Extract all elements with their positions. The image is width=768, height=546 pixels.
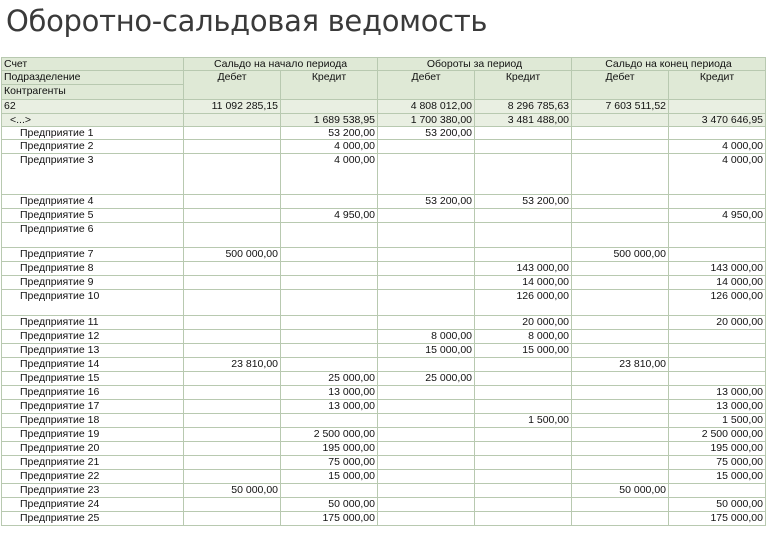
value-cell [669, 330, 766, 344]
value-cell [669, 127, 766, 140]
value-cell: 4 000,00 [281, 154, 378, 195]
header-saldo-start: Сальдо на начало периода [184, 58, 378, 71]
value-cell [378, 262, 475, 276]
value-cell [475, 358, 572, 372]
value-cell: 20 000,00 [669, 316, 766, 330]
value-cell [281, 344, 378, 358]
value-cell: 11 092 285,15 [184, 100, 281, 114]
value-cell: 4 000,00 [669, 154, 766, 195]
value-cell: 3 481 488,00 [475, 114, 572, 127]
value-cell [184, 316, 281, 330]
value-cell: 143 000,00 [669, 262, 766, 276]
counterparty-name: Предприятие 8 [2, 262, 184, 276]
value-cell [572, 290, 669, 316]
total-row [2, 100, 766, 114]
subtotal-row[interactable] [2, 114, 766, 127]
value-cell [281, 262, 378, 276]
value-cell: 175 000,00 [669, 512, 766, 526]
value-cell [669, 223, 766, 248]
value-cell: 4 950,00 [281, 209, 378, 223]
value-cell [184, 114, 281, 127]
value-cell [572, 262, 669, 276]
value-cell [281, 276, 378, 290]
value-cell: 7 603 511,52 [572, 100, 669, 114]
value-cell [475, 248, 572, 262]
value-cell [378, 456, 475, 470]
value-cell: 2 500 000,00 [281, 428, 378, 442]
table-row[interactable] [2, 262, 766, 276]
header-schet: Счет [2, 58, 184, 71]
counterparty-name: Предприятие 9 [2, 276, 184, 290]
value-cell: 1 689 538,95 [281, 114, 378, 127]
value-cell [572, 428, 669, 442]
value-cell [378, 484, 475, 498]
value-cell: 25 000,00 [281, 372, 378, 386]
value-cell [475, 456, 572, 470]
value-cell [572, 140, 669, 154]
value-cell [475, 512, 572, 526]
value-cell: 23 810,00 [572, 358, 669, 372]
value-cell [669, 100, 766, 114]
table-row[interactable] [2, 140, 766, 154]
counterparty-name: Предприятие 5 [2, 209, 184, 223]
header-oboroty: Обороты за период [378, 58, 572, 71]
value-cell: 1 500,00 [475, 414, 572, 428]
value-cell [572, 400, 669, 414]
report-table [1, 57, 766, 526]
value-cell [184, 154, 281, 195]
table-row[interactable] [2, 248, 766, 262]
value-cell: 8 000,00 [378, 330, 475, 344]
table-row[interactable] [2, 344, 766, 358]
value-cell: 15 000,00 [378, 344, 475, 358]
value-cell [184, 414, 281, 428]
value-cell [378, 386, 475, 400]
value-cell [378, 276, 475, 290]
value-cell [475, 372, 572, 386]
counterparty-name: Предприятие 16 [2, 386, 184, 400]
value-cell [572, 330, 669, 344]
value-cell [378, 498, 475, 512]
counterparty-name: Предприятие 6 [2, 223, 184, 248]
value-cell [572, 195, 669, 209]
account-cell: 62 [2, 100, 184, 114]
value-cell [184, 400, 281, 414]
table-row[interactable] [2, 127, 766, 140]
table-row[interactable] [2, 456, 766, 470]
value-cell [378, 223, 475, 248]
value-cell: 4 000,00 [281, 140, 378, 154]
value-cell [572, 456, 669, 470]
counterparty-name: Предприятие 25 [2, 512, 184, 526]
group-label: <...> [2, 114, 184, 127]
value-cell [184, 386, 281, 400]
value-cell [281, 290, 378, 316]
counterparty-name: Предприятие 23 [2, 484, 184, 498]
table-row[interactable] [2, 290, 766, 316]
value-cell [184, 498, 281, 512]
value-cell [184, 512, 281, 526]
table-row[interactable] [2, 512, 766, 526]
counterparty-name: Предприятие 14 [2, 358, 184, 372]
header-kredit-start: Кредит [281, 71, 378, 100]
header-podrazdelenie: Подразделение [2, 71, 184, 85]
table-row[interactable] [2, 428, 766, 442]
value-cell: 1 500,00 [669, 414, 766, 428]
value-cell [572, 223, 669, 248]
value-cell [281, 223, 378, 248]
value-cell [281, 330, 378, 344]
value-cell [572, 414, 669, 428]
value-cell [475, 127, 572, 140]
value-cell [669, 344, 766, 358]
header-kredit-end: Кредит [669, 71, 766, 100]
value-cell [184, 428, 281, 442]
value-cell: 20 000,00 [475, 316, 572, 330]
value-cell [184, 442, 281, 456]
value-cell [184, 127, 281, 140]
header-saldo-end: Сальдо на конец периода [572, 58, 766, 71]
counterparty-name: Предприятие 4 [2, 195, 184, 209]
value-cell [475, 223, 572, 248]
table-row[interactable] [2, 470, 766, 484]
value-cell [378, 414, 475, 428]
header-debet-end: Дебет [572, 71, 669, 100]
value-cell [669, 248, 766, 262]
counterparty-name: Предприятие 24 [2, 498, 184, 512]
table-row[interactable] [2, 195, 766, 209]
value-cell [669, 484, 766, 498]
value-cell: 14 000,00 [669, 276, 766, 290]
value-cell: 13 000,00 [281, 400, 378, 414]
counterparty-name: Предприятие 17 [2, 400, 184, 414]
value-cell: 13 000,00 [669, 386, 766, 400]
value-cell [281, 484, 378, 498]
value-cell [572, 154, 669, 195]
value-cell: 53 200,00 [378, 127, 475, 140]
value-cell: 53 200,00 [378, 195, 475, 209]
value-cell [281, 316, 378, 330]
value-cell [475, 209, 572, 223]
value-cell: 8 296 785,63 [475, 100, 572, 114]
counterparty-name: Предприятие 19 [2, 428, 184, 442]
value-cell: 500 000,00 [184, 248, 281, 262]
counterparty-name: Предприятие 21 [2, 456, 184, 470]
value-cell [378, 209, 475, 223]
value-cell [572, 276, 669, 290]
value-cell: 13 000,00 [281, 386, 378, 400]
value-cell [184, 372, 281, 386]
header-debet-turnover: Дебет [378, 71, 475, 100]
table-row[interactable] [2, 330, 766, 344]
value-cell: 4 808 012,00 [378, 100, 475, 114]
table-row[interactable] [2, 400, 766, 414]
value-cell: 15 000,00 [281, 470, 378, 484]
value-cell: 4 000,00 [669, 140, 766, 154]
header-kontragenty: Контрагенты [2, 85, 184, 100]
value-cell [475, 428, 572, 442]
counterparty-name: Предприятие 20 [2, 442, 184, 456]
value-cell [378, 428, 475, 442]
value-cell: 126 000,00 [475, 290, 572, 316]
value-cell: 3 470 646,95 [669, 114, 766, 127]
table-row[interactable] [2, 358, 766, 372]
value-cell [378, 358, 475, 372]
value-cell [572, 209, 669, 223]
table-row[interactable] [2, 414, 766, 428]
value-cell: 53 200,00 [475, 195, 572, 209]
table-row[interactable] [2, 316, 766, 330]
value-cell [281, 100, 378, 114]
value-cell [572, 114, 669, 127]
counterparty-name: Предприятие 18 [2, 414, 184, 428]
value-cell [184, 262, 281, 276]
header-kredit-turnover: Кредит [475, 71, 572, 100]
value-cell [184, 290, 281, 316]
value-cell [184, 344, 281, 358]
value-cell [572, 442, 669, 456]
table-row[interactable] [2, 498, 766, 512]
value-cell [378, 248, 475, 262]
page-title: Оборотно-сальдовая ведомость [6, 4, 488, 38]
value-cell [669, 358, 766, 372]
counterparty-name: Предприятие 7 [2, 248, 184, 262]
table-row[interactable] [2, 484, 766, 498]
value-cell: 8 000,00 [475, 330, 572, 344]
table-row[interactable] [2, 154, 766, 195]
value-cell: 23 810,00 [184, 358, 281, 372]
value-cell [184, 209, 281, 223]
value-cell [572, 498, 669, 512]
value-cell [184, 140, 281, 154]
value-cell [184, 195, 281, 209]
value-cell [475, 140, 572, 154]
value-cell: 14 000,00 [475, 276, 572, 290]
value-cell [378, 154, 475, 195]
counterparty-name: Предприятие 15 [2, 372, 184, 386]
value-cell: 15 000,00 [475, 344, 572, 358]
value-cell [281, 414, 378, 428]
value-cell [475, 470, 572, 484]
value-cell [378, 316, 475, 330]
value-cell [378, 512, 475, 526]
value-cell [184, 330, 281, 344]
value-cell [184, 456, 281, 470]
value-cell: 500 000,00 [572, 248, 669, 262]
table-row[interactable] [2, 276, 766, 290]
header-debet-start: Дебет [184, 71, 281, 100]
value-cell [475, 154, 572, 195]
value-cell: 15 000,00 [669, 470, 766, 484]
value-cell [475, 400, 572, 414]
value-cell: 75 000,00 [281, 456, 378, 470]
value-cell [669, 372, 766, 386]
value-cell [572, 344, 669, 358]
value-cell [281, 248, 378, 262]
value-cell [184, 276, 281, 290]
value-cell [475, 498, 572, 512]
value-cell [378, 470, 475, 484]
value-cell: 126 000,00 [669, 290, 766, 316]
table-row[interactable] [2, 223, 766, 248]
value-cell: 2 500 000,00 [669, 428, 766, 442]
value-cell: 143 000,00 [475, 262, 572, 276]
value-cell: 50 000,00 [572, 484, 669, 498]
value-cell: 4 950,00 [669, 209, 766, 223]
value-cell [475, 442, 572, 456]
table-row[interactable] [2, 386, 766, 400]
value-cell [378, 442, 475, 456]
value-cell [572, 372, 669, 386]
counterparty-name: Предприятие 3 [2, 154, 184, 195]
value-cell [378, 400, 475, 414]
counterparty-name: Предприятие 2 [2, 140, 184, 154]
value-cell: 195 000,00 [281, 442, 378, 456]
value-cell [281, 358, 378, 372]
counterparty-name: Предприятие 12 [2, 330, 184, 344]
value-cell [475, 386, 572, 400]
counterparty-name: Предприятие 22 [2, 470, 184, 484]
value-cell: 53 200,00 [281, 127, 378, 140]
value-cell [572, 316, 669, 330]
value-cell [378, 140, 475, 154]
value-cell [572, 386, 669, 400]
value-cell [184, 223, 281, 248]
value-cell [572, 127, 669, 140]
counterparty-name: Предприятие 10 [2, 290, 184, 316]
value-cell: 175 000,00 [281, 512, 378, 526]
table-row[interactable] [2, 209, 766, 223]
value-cell [572, 470, 669, 484]
table-row[interactable] [2, 442, 766, 456]
value-cell: 50 000,00 [669, 498, 766, 512]
value-cell: 13 000,00 [669, 400, 766, 414]
value-cell: 195 000,00 [669, 442, 766, 456]
table-row[interactable] [2, 372, 766, 386]
value-cell [669, 195, 766, 209]
counterparty-name: Предприятие 11 [2, 316, 184, 330]
value-cell: 25 000,00 [378, 372, 475, 386]
value-cell: 75 000,00 [669, 456, 766, 470]
value-cell [572, 512, 669, 526]
value-cell [475, 484, 572, 498]
value-cell [378, 290, 475, 316]
value-cell [184, 470, 281, 484]
value-cell [281, 195, 378, 209]
value-cell: 50 000,00 [281, 498, 378, 512]
counterparty-name: Предприятие 13 [2, 344, 184, 358]
counterparty-name: Предприятие 1 [2, 127, 184, 140]
value-cell: 1 700 380,00 [378, 114, 475, 127]
value-cell: 50 000,00 [184, 484, 281, 498]
